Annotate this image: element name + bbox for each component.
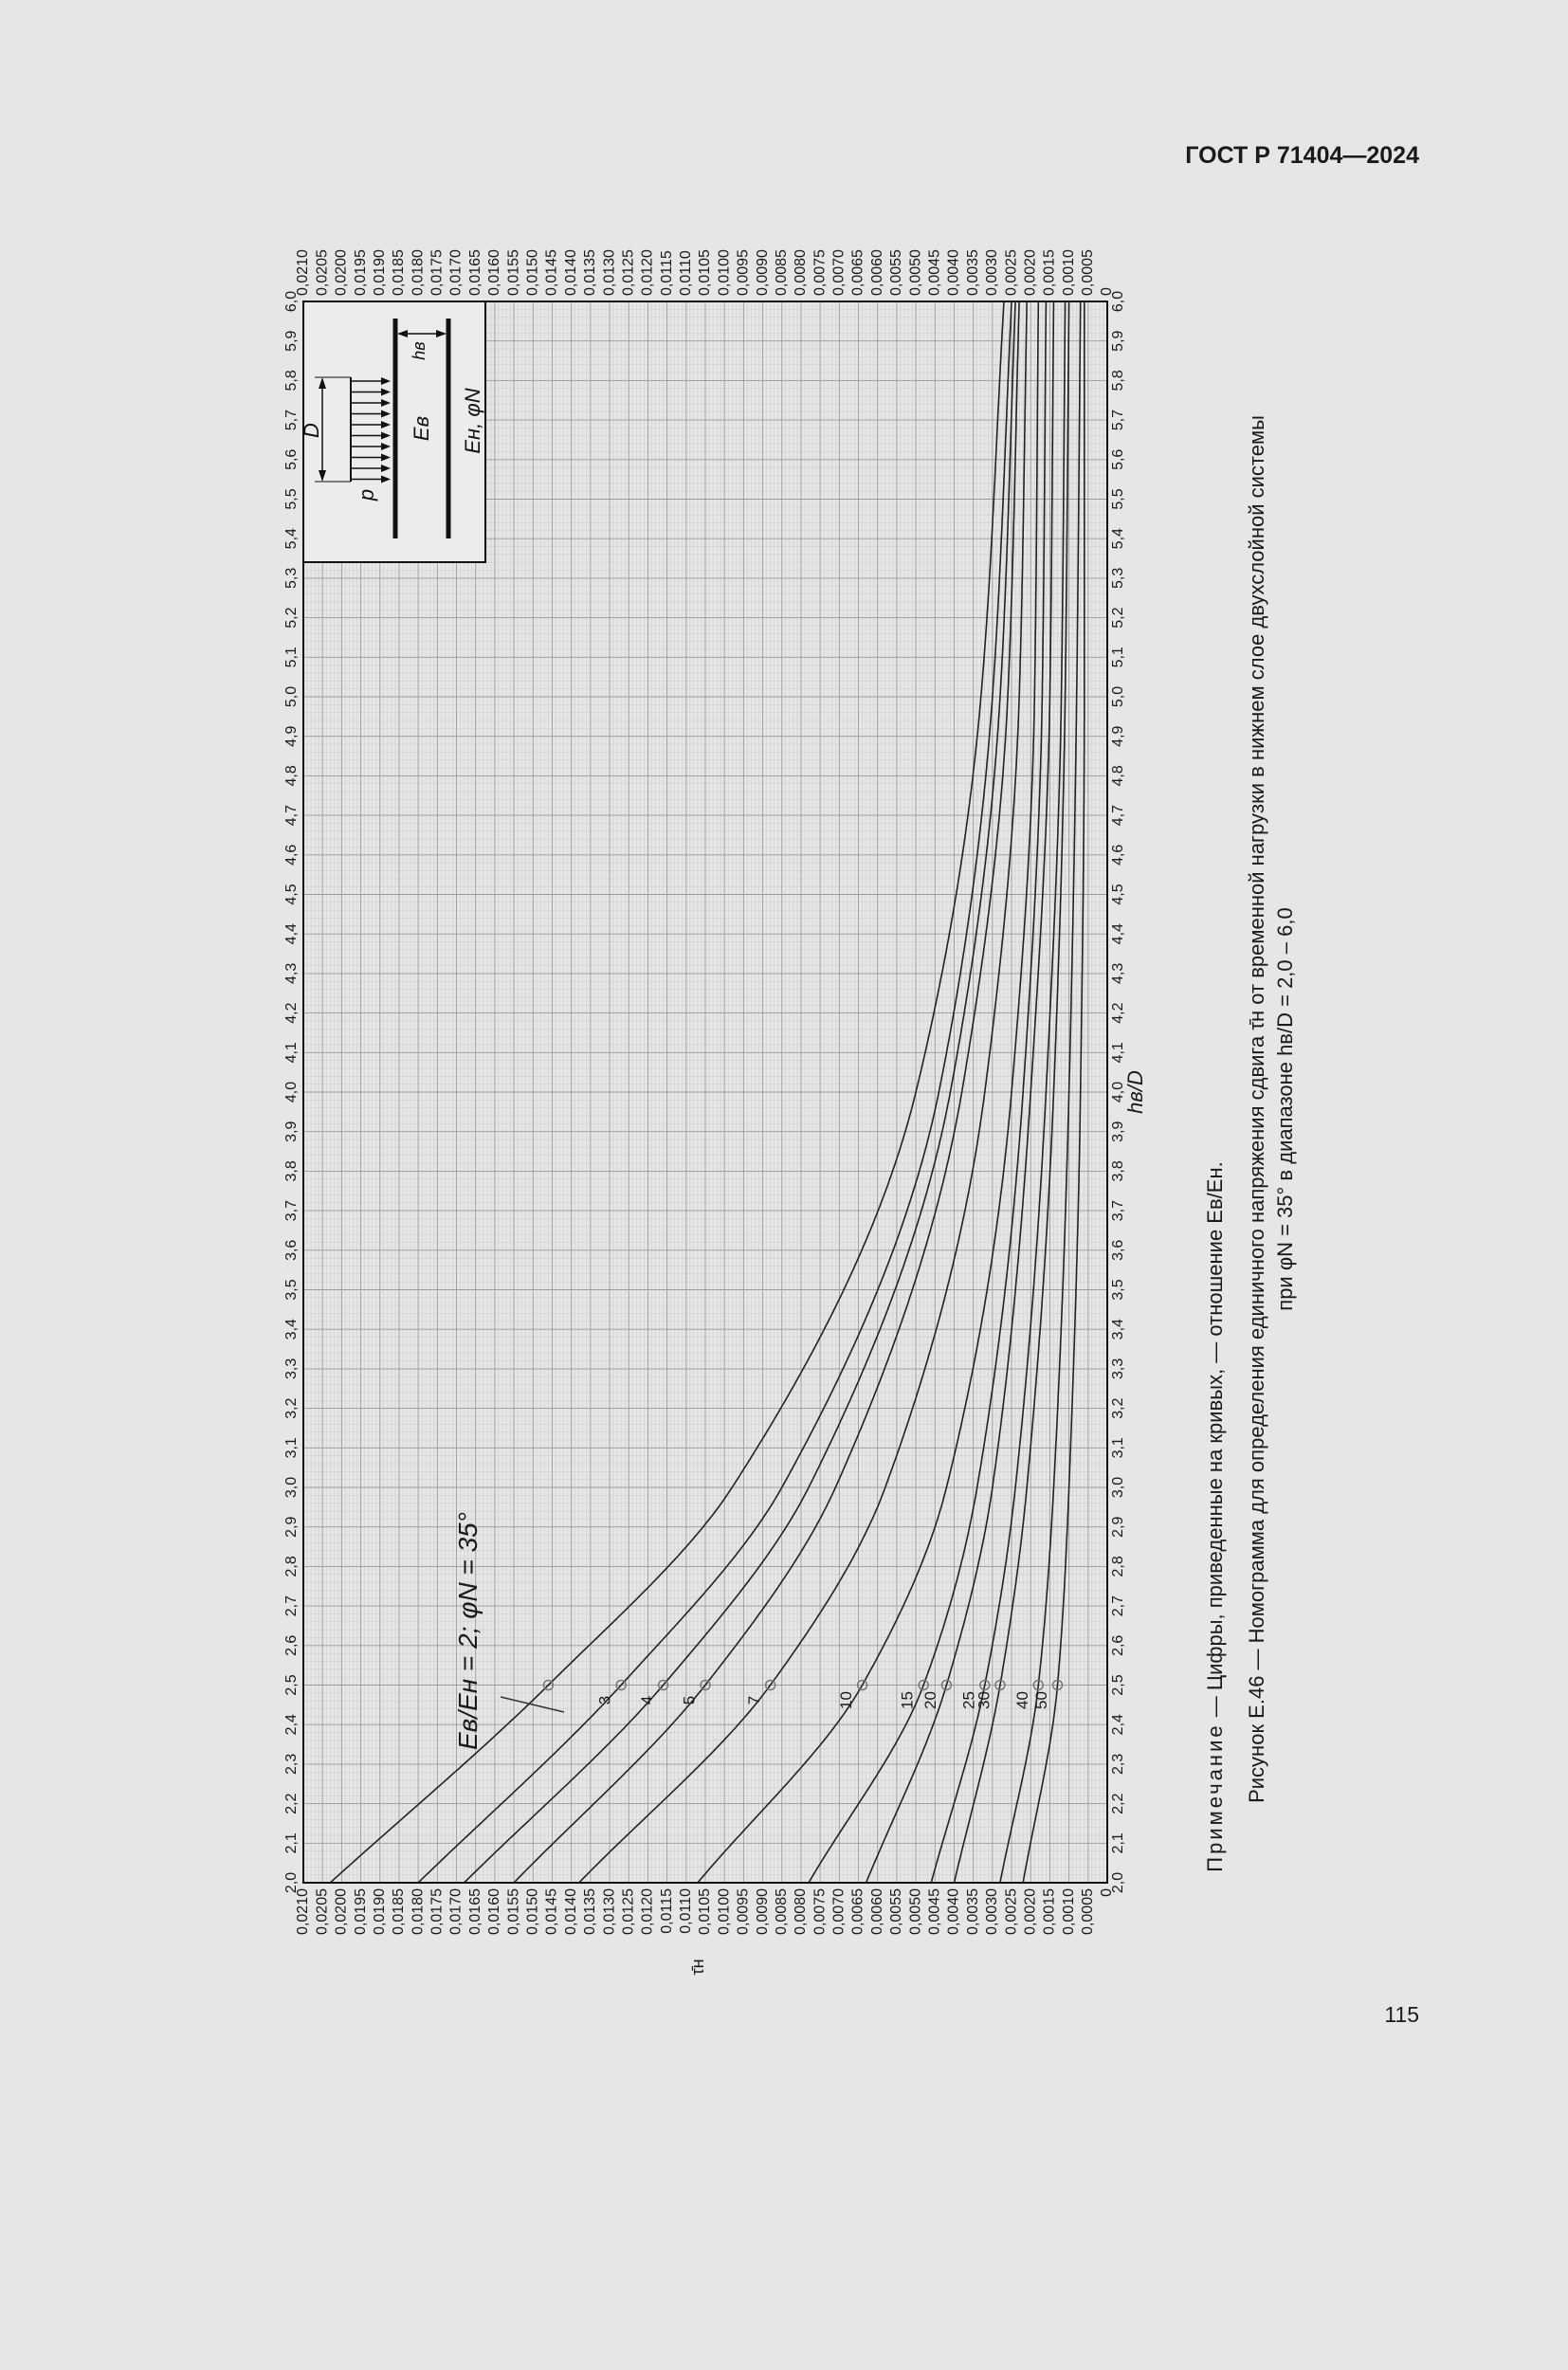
- x-tick-label: 6,0: [1110, 290, 1127, 313]
- x-tick-label: 4,7: [283, 804, 301, 827]
- x-tick-label: 2,7: [283, 1595, 301, 1617]
- x-tick-label: 4,2: [283, 1002, 301, 1024]
- x-tick-label: 2,4: [283, 1714, 301, 1736]
- x-tick-label: 5,6: [283, 448, 301, 470]
- x-tick-label: 3,2: [283, 1397, 301, 1419]
- y-tick-label: 0,0035: [964, 1888, 981, 1935]
- y-tick-label: 0,0180: [410, 249, 427, 296]
- x-tick-label: 3,7: [1110, 1199, 1127, 1222]
- y-tick-label: 0,0200: [333, 249, 350, 296]
- figure-caption-line1: Рисунок Е.46 — Номограмма для определения единичного напряжения сдвига τ̄н от временной нагрузки в нижнем слое двухслойной системы: [1245, 415, 1268, 1803]
- x-tick-label: 2,6: [283, 1634, 301, 1656]
- y-tick-label: 0,0015: [1041, 1888, 1058, 1935]
- x-tick-label: 2,9: [1110, 1516, 1127, 1538]
- x-tick-label: 5,1: [1110, 647, 1127, 668]
- inset-label-en-phi: Eн, φN: [461, 388, 484, 454]
- y-tick-label: 0,0005: [1080, 249, 1097, 296]
- x-tick-label: 3,4: [283, 1319, 301, 1340]
- y-tick-label: 0: [1099, 1888, 1116, 1897]
- x-tick-label: 5,5: [1110, 488, 1127, 510]
- y-tick-label: 0,0120: [639, 249, 656, 296]
- y-tick-label: 0,0135: [582, 1888, 599, 1935]
- y-tick-label: 0,0070: [830, 249, 848, 296]
- x-tick-label: 5,8: [283, 370, 301, 392]
- x-tick-label: 3,3: [283, 1358, 301, 1380]
- y-tick-label: 0,0090: [754, 249, 771, 296]
- inset-label-p: p: [355, 488, 378, 501]
- y-tick-labels-top: [295, 249, 1115, 296]
- y-tick-label: 0,0130: [601, 249, 618, 296]
- inset-label-ev: Eв: [410, 415, 433, 442]
- y-tick-label: 0,0140: [562, 249, 579, 296]
- x-tick-label: 5,0: [283, 685, 301, 708]
- x-tick-label: 4,0: [283, 1081, 301, 1103]
- page-number: 115: [1384, 2002, 1419, 2027]
- y-tick-label: 0,0205: [314, 1888, 331, 1935]
- x-tick-label: 4,5: [283, 884, 301, 905]
- inset-label-hv: hв: [410, 341, 428, 360]
- y-tick-label: 0,0150: [524, 1888, 541, 1935]
- x-tick-label: 3,6: [1110, 1239, 1127, 1261]
- x-tick-label: 4,4: [283, 923, 301, 945]
- curve-label-7: 7: [745, 1695, 764, 1705]
- y-tick-label: 0,0075: [811, 1888, 829, 1935]
- y-tick-label: 0,0110: [678, 1888, 695, 1934]
- curve-label-4: 4: [638, 1695, 657, 1705]
- y-tick-label: 0,0015: [1041, 249, 1058, 296]
- x-tick-label: 2,4: [1110, 1714, 1127, 1736]
- y-tick-label: 0,0195: [352, 1888, 369, 1935]
- y-tick-label: 0,0115: [658, 250, 675, 296]
- y-tick-label: 0,0125: [620, 1888, 637, 1935]
- y-tick-label: 0,0020: [1022, 1888, 1039, 1935]
- curve-label-25: 25: [959, 1691, 978, 1709]
- x-tick-label: 5,1: [283, 647, 301, 668]
- x-tick-label: 2,6: [1110, 1634, 1127, 1656]
- y-tick-label: 0,0150: [524, 249, 541, 296]
- x-tick-label: 2,2: [283, 1793, 301, 1814]
- y-tick-label: 0,0120: [639, 1888, 656, 1935]
- curve-label-20: 20: [921, 1691, 939, 1709]
- y-tick-label: 0,0050: [907, 1888, 924, 1935]
- x-tick-label: 5,9: [283, 330, 301, 352]
- y-tick-label: 0,0090: [754, 1888, 771, 1935]
- x-tick-label: 4,0: [1110, 1081, 1127, 1103]
- x-tick-label: 3,1: [283, 1437, 301, 1459]
- x-tick-label: 2,3: [1110, 1753, 1127, 1776]
- x-tick-label: 2,7: [1110, 1595, 1127, 1617]
- y-tick-label: 0,0045: [926, 1888, 943, 1935]
- x-tick-label: 5,2: [283, 607, 301, 629]
- y-tick-label: 0,0030: [984, 249, 1001, 296]
- x-tick-label: 3,0: [1110, 1476, 1127, 1499]
- y-tick-label: 0,0060: [868, 1888, 885, 1935]
- x-tick-label: 3,5: [1110, 1279, 1127, 1301]
- layer-schematic-inset: [300, 301, 485, 562]
- x-tick-label: 2,0: [283, 1871, 301, 1894]
- x-tick-labels-left: [283, 291, 300, 1893]
- y-tick-label: 0,0180: [410, 1888, 427, 1935]
- y-tick-label: 0,0140: [562, 1888, 579, 1935]
- x-tick-label: 3,1: [1110, 1437, 1127, 1459]
- x-tick-label: 5,5: [283, 488, 301, 510]
- y-tick-label: 0,0130: [601, 1888, 618, 1935]
- x-tick-label: 4,3: [1110, 962, 1127, 985]
- x-tick-label: 3,9: [1110, 1121, 1127, 1142]
- y-tick-label: 0,0205: [314, 249, 331, 296]
- x-tick-label: 4,1: [1110, 1042, 1127, 1064]
- note-prefix: Примечание: [1203, 1723, 1227, 1872]
- x-tick-label: 4,9: [283, 725, 301, 747]
- x-tick-label: 2,9: [283, 1516, 301, 1538]
- y-tick-label: 0,0050: [907, 249, 924, 296]
- y-tick-label: 0,0185: [391, 1888, 408, 1935]
- y-tick-label: 0,0200: [333, 1888, 350, 1935]
- y-tick-label: 0,0160: [486, 249, 503, 296]
- x-tick-label: 3,4: [1110, 1319, 1127, 1340]
- y-tick-label: 0,0155: [505, 1888, 522, 1935]
- x-tick-label: 5,4: [283, 528, 301, 550]
- y-tick-label: 0,0020: [1022, 249, 1039, 296]
- y-tick-label: 0,0035: [964, 249, 981, 296]
- x-tick-label: 3,8: [283, 1160, 301, 1182]
- x-tick-label: 5,4: [1110, 528, 1127, 550]
- curve-label-10: 10: [837, 1691, 856, 1709]
- x-tick-label: 3,3: [1110, 1358, 1127, 1380]
- y-tick-label: 0,0045: [926, 249, 943, 296]
- y-tick-label: 0,0185: [391, 249, 408, 296]
- y-tick-labels-bottom: [295, 1888, 1115, 1935]
- y-tick-label: 0,0100: [716, 1888, 733, 1935]
- x-tick-label: 2,2: [1110, 1793, 1127, 1814]
- y-tick-label: 0,0195: [352, 249, 369, 296]
- x-tick-label: 4,1: [283, 1042, 301, 1064]
- y-tick-label: 0,0115: [658, 1888, 675, 1934]
- y-tick-label: 0,0175: [428, 249, 446, 296]
- y-tick-label: 0,0100: [716, 249, 733, 296]
- x-tick-label: 5,6: [1110, 448, 1127, 470]
- y-tick-label: 0,0170: [447, 1888, 465, 1935]
- x-tick-label: 2,1: [1110, 1832, 1127, 1854]
- x-tick-label: 5,2: [1110, 607, 1127, 629]
- figure-note: [1201, 664, 1230, 2370]
- figure-caption-line2: при φN = 35° в диапазоне hв/D = 2,0 – 6,0: [1273, 907, 1297, 1311]
- inset-label-d: D: [300, 423, 323, 438]
- x-tick-label: 5,7: [283, 409, 301, 431]
- x-tick-label: 2,5: [283, 1674, 301, 1696]
- x-tick-label: 4,2: [1110, 1002, 1127, 1024]
- x-tick-label: 3,5: [283, 1279, 301, 1301]
- y-tick-label: 0,0190: [371, 1888, 388, 1935]
- y-tick-label: 0: [1099, 287, 1116, 296]
- curve-label-3: 3: [595, 1695, 614, 1705]
- x-tick-label: 2,5: [1110, 1674, 1127, 1696]
- y-tick-label: 0,0040: [945, 249, 962, 296]
- y-tick-label: 0,0025: [1003, 249, 1020, 296]
- y-tick-label: 0,0010: [1060, 249, 1077, 296]
- y-tick-label: 0,0025: [1003, 1888, 1020, 1935]
- curve-label-50: 50: [1031, 1691, 1050, 1709]
- x-tick-label: 3,2: [1110, 1397, 1127, 1419]
- y-tick-label: 0,0060: [868, 249, 885, 296]
- y-tick-label: 0,0030: [984, 1888, 1001, 1935]
- y-tick-label: 0,0165: [466, 1888, 483, 1935]
- y-tick-label: 0,0155: [505, 249, 522, 296]
- y-tick-label: 0,0190: [371, 249, 388, 296]
- x-tick-label: 2,8: [283, 1556, 301, 1577]
- x-tick-label: 4,6: [1110, 844, 1127, 866]
- y-tick-label: 0,0095: [735, 249, 752, 296]
- y-tick-label: 0,0070: [830, 1888, 848, 1935]
- y-axis-title: τ̄н: [688, 1959, 707, 1976]
- curve-label-15: 15: [898, 1691, 917, 1709]
- x-tick-label: 3,9: [283, 1121, 301, 1142]
- x-tick-label: 6,0: [283, 290, 301, 313]
- x-tick-label: 4,7: [1110, 804, 1127, 827]
- x-tick-label: 4,6: [283, 844, 301, 866]
- curve-label-5: 5: [680, 1695, 699, 1705]
- y-tick-label: 0,0125: [620, 249, 637, 296]
- y-tick-label: 0,0080: [793, 1888, 810, 1935]
- x-tick-label: 2,1: [283, 1832, 301, 1854]
- y-tick-label: 0,0165: [466, 249, 483, 296]
- y-tick-label: 0,0080: [793, 249, 810, 296]
- y-tick-label: 0,0085: [773, 249, 790, 296]
- y-tick-label: 0,0145: [543, 1888, 560, 1935]
- x-tick-label: 5,0: [1110, 685, 1127, 708]
- x-tick-label: 2,8: [1110, 1556, 1127, 1577]
- x-tick-label: 4,9: [1110, 725, 1127, 747]
- y-tick-label: 0,0170: [447, 249, 465, 296]
- x-tick-label: 2,0: [1110, 1871, 1127, 1894]
- x-tick-label: 2,3: [283, 1753, 301, 1776]
- y-tick-label: 0,0040: [945, 1888, 962, 1935]
- y-tick-label: 0,0065: [849, 1888, 866, 1935]
- y-tick-label: 0,0005: [1080, 1888, 1097, 1935]
- x-tick-label: 5,3: [1110, 567, 1127, 590]
- y-tick-label: 0,0075: [811, 249, 829, 296]
- x-tick-label: 3,8: [1110, 1160, 1127, 1182]
- x-axis-title: hв/D: [1123, 1070, 1147, 1114]
- y-tick-label: 0,0175: [428, 1888, 446, 1935]
- y-tick-label: 0,0110: [678, 250, 695, 296]
- annotation-text: Eв/Eн = 2; φN = 35°: [453, 1512, 483, 1750]
- x-tick-label: 5,7: [1110, 409, 1127, 431]
- x-tick-label: 3,0: [283, 1476, 301, 1499]
- x-tick-label: 5,9: [1110, 330, 1127, 352]
- y-tick-label: 0,0210: [295, 249, 312, 296]
- y-tick-label: 0,0010: [1060, 1888, 1077, 1935]
- y-tick-label: 0,0145: [543, 249, 560, 296]
- y-tick-label: 0,0160: [486, 1888, 503, 1935]
- y-tick-label: 0,0055: [888, 1888, 905, 1935]
- x-tick-label: 5,3: [283, 567, 301, 590]
- x-tick-label: 4,5: [1110, 884, 1127, 905]
- y-tick-label: 0,0105: [697, 249, 714, 296]
- y-tick-label: 0,0085: [773, 1888, 790, 1935]
- x-tick-label: 3,6: [283, 1239, 301, 1261]
- x-tick-label: 5,8: [1110, 370, 1127, 392]
- x-tick-label: 4,8: [283, 765, 301, 787]
- y-tick-label: 0,0135: [582, 249, 599, 296]
- note-text: — Цифры, приведенные на кривых, — отношение Eв/Eн.: [1203, 1161, 1227, 1723]
- curve-label-30: 30: [975, 1691, 994, 1709]
- curve-label-40: 40: [1012, 1691, 1031, 1709]
- x-tick-label: 4,3: [283, 962, 301, 985]
- y-tick-label: 0,0065: [849, 249, 866, 296]
- y-tick-label: 0,0210: [295, 1888, 312, 1935]
- y-tick-label: 0,0105: [697, 1888, 714, 1935]
- y-tick-label: 0,0095: [735, 1888, 752, 1935]
- y-tick-label: 0,0055: [888, 249, 905, 296]
- x-tick-label: 3,7: [283, 1199, 301, 1222]
- x-tick-label: 4,8: [1110, 765, 1127, 787]
- document-header: ГОСТ Р 71404—2024: [1185, 142, 1419, 169]
- x-tick-label: 4,4: [1110, 923, 1127, 945]
